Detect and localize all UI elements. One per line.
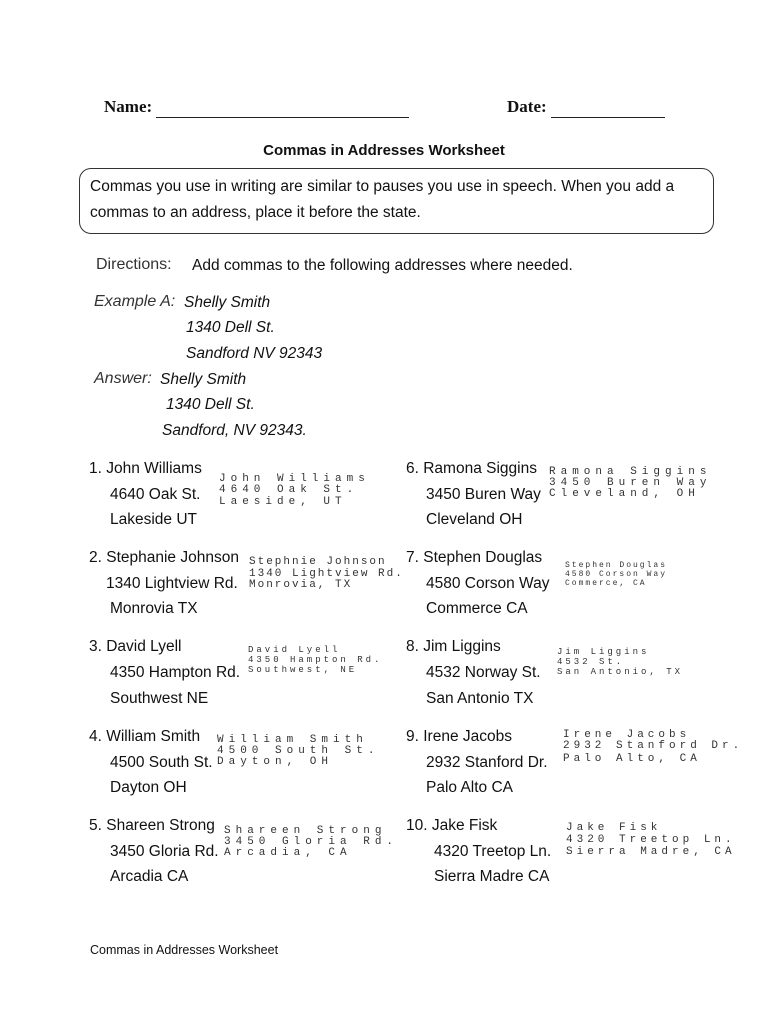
item-8-street: 4532 Norway St. [426,664,541,681]
item-4-answer-1: William Smith [217,734,368,746]
item-6-city: Cleveland OH [426,511,523,528]
item-3-street: 4350 Hampton Rd. [110,664,241,681]
worksheet-title: Commas in Addresses Worksheet [263,142,505,159]
footer-text: Commas in Addresses Worksheet [90,943,279,957]
item-5-answer-1: Shareen Strong [224,825,387,837]
name-label: Name: [104,97,153,116]
item-1-answer-1: John Williams [219,473,370,485]
item-10-street: 4320 Treetop Ln. [434,843,552,860]
item-3-answer-2: 4350 Hampton Rd. [248,655,383,665]
intro-line-2: commas to an address, place it before the state. [90,204,421,221]
item-7-answer-3: Commerce, CA [565,579,647,588]
item-9-answer-3: Palo Alto, CA [563,753,701,765]
item-2-street: 1340 Lightview Rd. [106,575,238,592]
directions-text: Add commas to the following addresses where needed. [192,257,573,274]
item-2-name: 2. Stephanie Johnson [89,549,239,566]
item-9-street: 2932 Stanford Dr. [426,754,548,771]
item-9-answer-2: 2932 Stanford Dr. [563,740,744,752]
directions-label: Directions: [96,256,172,273]
item-5-answer-3: Arcadia, CA [224,847,352,859]
item-10-answer-2: 4320 Treetop Ln. [566,834,736,846]
item-1-city: Lakeside UT [110,511,198,528]
item-8-name: 8. Jim Liggins [406,638,501,655]
date-label: Date: [507,97,547,116]
item-10-city: Sierra Madre CA [434,868,550,885]
item-2-answer-1: Stephnie Johnson [249,556,387,568]
item-5-name: 5. Shareen Strong [89,817,215,834]
item-9-name: 9. Irene Jacobs [406,728,512,745]
example-line-3: Sandford NV 92343 [186,345,323,362]
answer-line-2: 1340 Dell St. [166,396,255,413]
item-6-answer-2: 3450 Buren Way [549,477,712,489]
item-4-answer-2: 4500 South St. [217,745,380,757]
item-6-answer-1: Ramona Siggins [549,466,712,478]
item-2-answer-3: Monrovia, TX [249,579,353,591]
item-7-city: Commerce CA [426,600,528,617]
intro-line-1: Commas you use in writing are similar to pauses you use in speech. When you add a [90,178,675,195]
item-1-street: 4640 Oak St. [110,486,201,503]
item-3-city: Southwest NE [110,690,209,707]
item-1-name: 1. John Williams [89,460,202,477]
item-1-answer-3: Laeside, UT [219,496,347,508]
item-5-city: Arcadia CA [110,868,189,885]
answer-line-3: Sandford, NV 92343. [162,422,307,439]
answer-line-1: Shelly Smith [160,371,247,388]
item-3-answer-3: Southwest, NE [248,665,358,675]
item-4-city: Dayton OH [110,779,187,796]
item-5-answer-2: 3450 Gloria Rd. [224,836,399,848]
item-9-city: Palo Alto CA [426,779,514,796]
item-9-answer-1: Irene Jacobs [563,729,691,741]
item-7-name: 7. Stephen Douglas [406,549,543,566]
answer-label: Answer: [94,370,152,387]
item-6-answer-3: Cleveland, OH [549,488,700,500]
item-10-answer-3: Sierra Madre, CA [566,846,736,858]
item-10-name: 10. Jake Fisk [406,817,498,834]
item-8-city: San Antonio TX [426,690,534,707]
item-1-answer-2: 4640 Oak St. [219,484,359,496]
item-2-answer-2: 1340 Lightview Rd. [249,568,404,580]
example-line-1: Shelly Smith [184,294,271,311]
name-field[interactable] [156,117,409,118]
item-7-answer-1: Stephen Douglas [565,561,668,570]
example-line-2: 1340 Dell St. [186,319,275,336]
item-4-answer-3: Dayton, OH [217,756,334,768]
item-6-name: 6. Ramona Siggins [406,460,537,477]
item-3-name: 3. David Lyell [89,638,182,655]
item-5-street: 3450 Gloria Rd. [110,843,219,860]
item-6-street: 3450 Buren Way [426,486,541,503]
item-4-name: 4. William Smith [89,728,201,745]
item-8-answer-1: Jim Liggins [557,647,650,657]
item-8-answer-2: 4532 St. [557,657,625,667]
item-8-answer-3: San Antonio, TX [557,667,684,677]
item-3-answer-1: David Lyell [248,645,341,655]
item-7-answer-2: 4580 Corson Way [565,570,668,579]
item-2-city: Monrovia TX [110,600,198,617]
example-label: Example A: [94,293,176,310]
date-field[interactable] [551,117,665,118]
item-4-street: 4500 South St. [110,754,213,771]
item-7-street: 4580 Corson Way [426,575,550,592]
item-10-answer-1: Jake Fisk [566,822,662,834]
